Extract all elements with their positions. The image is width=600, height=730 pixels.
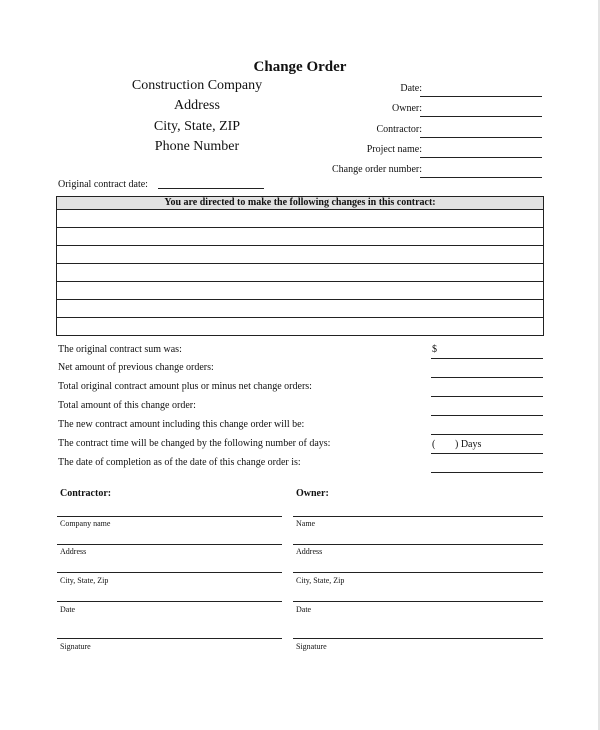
original-contract-sum-field[interactable]	[431, 358, 543, 359]
contractor-address-field[interactable]	[57, 544, 282, 545]
date-field[interactable]	[420, 96, 542, 97]
owner-date-label: Date	[296, 605, 312, 614]
project-name-label: Project name:	[366, 144, 422, 155]
contractor-address-label: Address	[60, 547, 87, 556]
change-order-number-label: Change order number:	[332, 164, 422, 175]
owner-name-label: Name	[296, 519, 316, 528]
total-this-change-order-label: Total amount of this change order:	[58, 400, 196, 411]
contractor-date-label: Date	[60, 605, 76, 614]
change-row[interactable]	[57, 210, 544, 228]
owner-city-state-zip-label: City, State, Zip	[296, 576, 345, 585]
contractor-city-state-zip-field[interactable]	[57, 572, 282, 573]
completion-date-field[interactable]	[431, 472, 543, 473]
date-label: Date:	[400, 83, 422, 94]
owner-field[interactable]	[420, 116, 542, 117]
net-previous-change-orders-label: Net amount of previous change orders:	[58, 362, 214, 373]
project-name-field[interactable]	[420, 157, 542, 158]
change-row[interactable]	[57, 318, 544, 336]
contract-time-change-field[interactable]	[431, 453, 543, 454]
days-label: ) Days	[455, 439, 482, 450]
changes-table	[56, 196, 544, 336]
owner-label: Owner:	[392, 103, 422, 114]
change-order-number-field[interactable]	[420, 177, 542, 178]
document-title: Change Order	[253, 59, 347, 75]
changes-table-header: You are directed to make the following changes in this contract:	[57, 197, 544, 210]
net-previous-change-orders-field[interactable]	[431, 377, 543, 378]
owner-city-state-zip-field[interactable]	[293, 572, 543, 573]
original-contract-sum-label: The original contract sum was:	[58, 344, 182, 355]
contractor-field[interactable]	[420, 137, 542, 138]
dollar-sign: $	[432, 344, 437, 355]
owner-signature-label: Signature	[296, 642, 327, 651]
change-row[interactable]	[57, 264, 544, 282]
contractor-company-name-label: Company name	[60, 519, 111, 528]
owner-address-label: Address	[296, 547, 323, 556]
completion-date-label: The date of completion as of the date of this change order is:	[58, 457, 301, 468]
owner-address-field[interactable]	[293, 544, 543, 545]
owner-date-field[interactable]	[293, 601, 543, 602]
contractor-date-field[interactable]	[57, 601, 282, 602]
change-row[interactable]	[57, 300, 544, 318]
change-row[interactable]	[57, 282, 544, 300]
contractor-city-state-zip-label: City, State, Zip	[60, 576, 109, 585]
total-original-plus-minus-field[interactable]	[431, 396, 543, 397]
total-this-change-order-field[interactable]	[431, 415, 543, 416]
new-contract-amount-field[interactable]	[431, 434, 543, 435]
original-contract-date-label: Original contract date:	[58, 179, 148, 190]
company-phone: Phone Number	[154, 139, 240, 154]
change-row[interactable]	[57, 246, 544, 264]
original-contract-date-field[interactable]	[158, 188, 264, 189]
change-row[interactable]	[57, 228, 544, 246]
new-contract-amount-label: The new contract amount including this change order will be:	[58, 419, 305, 430]
contractor-signature-label: Signature	[60, 642, 91, 651]
company-address: Address	[174, 98, 220, 113]
contractor-signature-field[interactable]	[57, 638, 282, 639]
owner-signature-field[interactable]	[293, 638, 543, 639]
owner-name-field[interactable]	[293, 516, 543, 517]
total-original-plus-minus-label: Total original contract amount plus or minus net change orders:	[58, 381, 312, 392]
contract-time-change-label: The contract time will be changed by the following number of days:	[58, 438, 331, 449]
owner-heading: Owner:	[296, 488, 329, 499]
contractor-label: Contractor:	[376, 124, 422, 135]
contractor-company-name-field[interactable]	[57, 516, 282, 517]
company-city-state-zip: City, State, ZIP	[153, 119, 241, 134]
days-open-paren: (	[432, 439, 436, 450]
company-name: Construction Company	[131, 78, 263, 93]
contractor-heading: Contractor:	[60, 488, 112, 499]
